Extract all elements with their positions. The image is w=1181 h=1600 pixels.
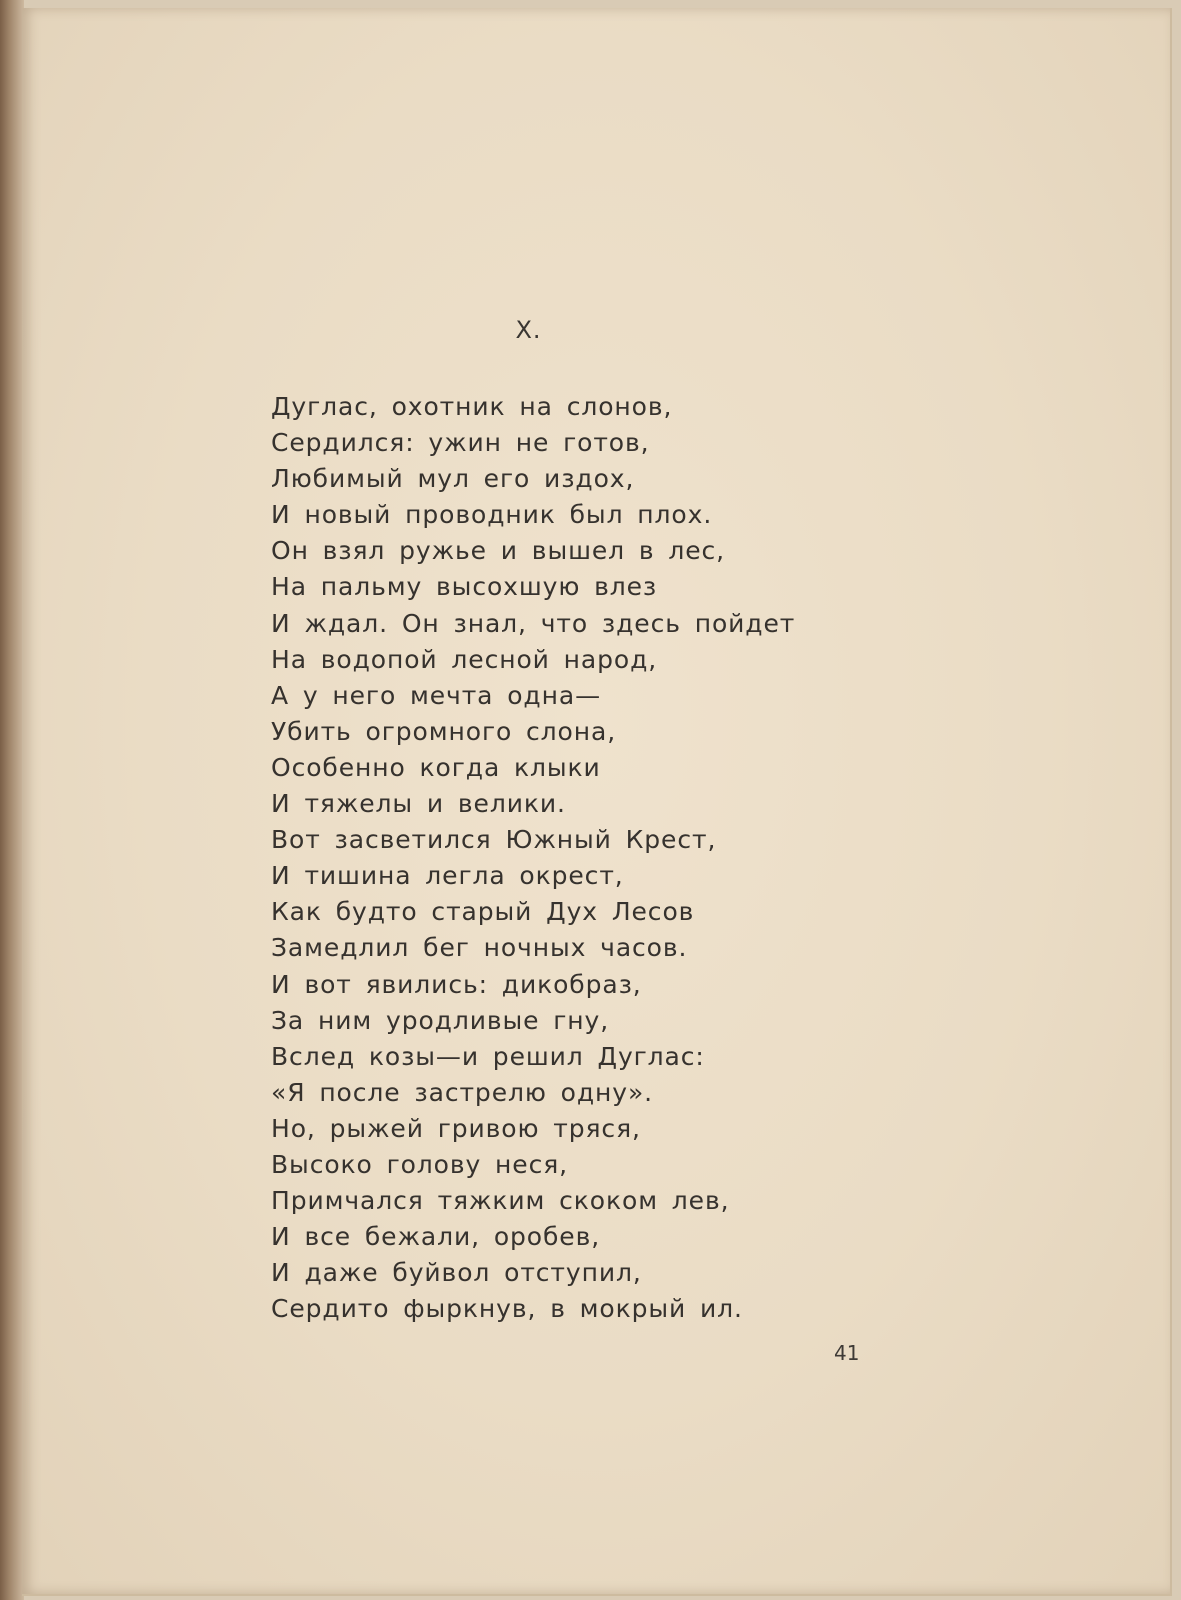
poem-line: А у него мечта одна—: [271, 680, 601, 710]
poem-text: [271, 389, 795, 1327]
poem-line: И новый проводник был плох.: [271, 500, 713, 530]
poem-line: Вот засветился Южный Крест,: [271, 825, 717, 855]
section-heading-container: [0, 316, 1181, 344]
poem-line: Дуглас, охотник на слонов,: [271, 392, 673, 421]
poem-line: Убить огромного слона,: [271, 716, 617, 746]
section-heading: X.: [515, 316, 542, 344]
poem-line: На пальму высохшую влез: [271, 572, 658, 602]
poem-line: Сердито фыркнув, в мокрый ил.: [271, 1294, 743, 1324]
poem-line: Высоко голову неся,: [271, 1149, 569, 1179]
poem-line: Особенно когда клыки: [271, 752, 601, 782]
poem-line: За ним уродливые гну,: [271, 1005, 610, 1035]
poem-line: Любимый мул его издох,: [271, 464, 635, 494]
poem-line: Примчался тяжким скоком лев,: [271, 1186, 730, 1216]
poem-line: «Я после застрелю одну».: [271, 1077, 654, 1107]
poem-line: На водопой лесной народ,: [271, 644, 658, 674]
page-number: 41: [834, 1341, 860, 1365]
poem-line: Он взял ружье и вышел в лес,: [271, 536, 725, 566]
poem-line: И даже буйвол отступил,: [271, 1258, 642, 1288]
poem-line: И вот явились: дикобраз,: [271, 969, 642, 999]
poem-line: И тяжелы и велики.: [271, 789, 566, 819]
poem-line: Сердился: ужин не готов,: [271, 428, 650, 458]
poem-line: И тишина легла окрест,: [271, 861, 624, 891]
book-spine: [0, 0, 24, 1600]
poem-line: Замедлил бег ночных часов.: [271, 933, 688, 963]
poem-line: Вслед козы—и решил Дуглас:: [271, 1041, 705, 1071]
poem-line: Но, рыжей гривою тряся,: [271, 1113, 641, 1143]
poem-line: И ждал. Он знал, что здесь пойдет: [271, 608, 796, 638]
poem-line: И все бежали, оробев,: [271, 1222, 601, 1252]
poem-line: Как будто старый Дух Лесов: [271, 897, 695, 927]
